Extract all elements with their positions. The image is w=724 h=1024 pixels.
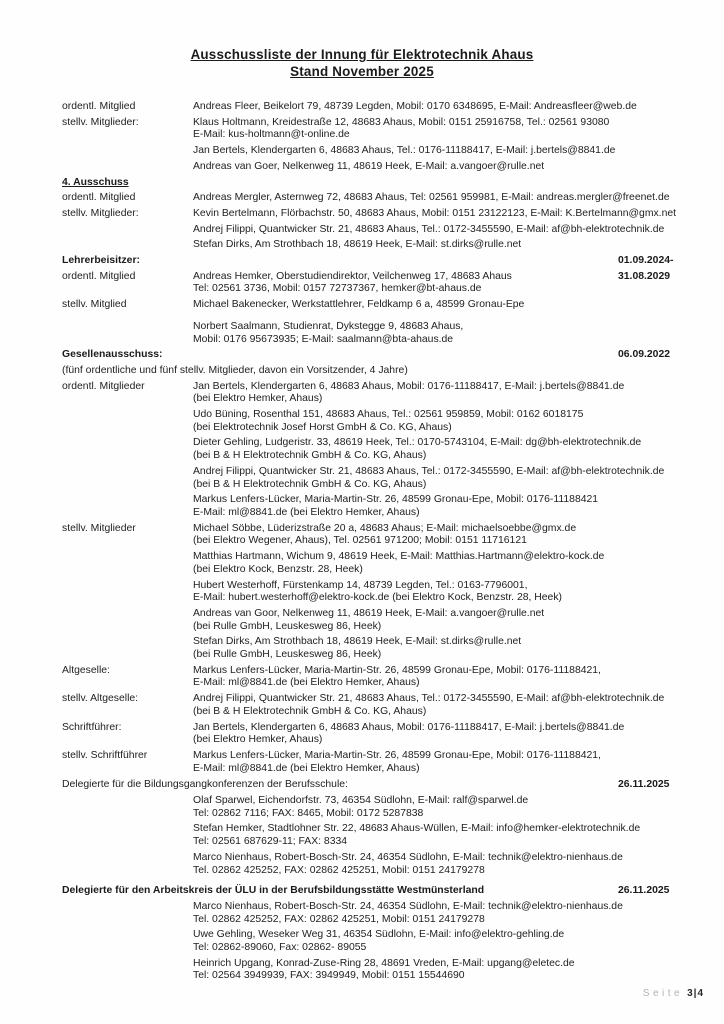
entry-content bbox=[193, 750, 601, 775]
entry-row bbox=[0, 958, 724, 983]
entry-label bbox=[62, 466, 193, 491]
title-line-2: Stand November 2025 bbox=[290, 64, 434, 79]
entry-row bbox=[0, 381, 724, 406]
entry-line: Stefan Dirks, Am Strothbach 18, 48619 Heek, E-Mail: st.dirks@rulle.net bbox=[193, 239, 522, 251]
entry-label bbox=[62, 795, 193, 820]
entry-content bbox=[193, 901, 623, 926]
entry-content bbox=[193, 271, 512, 296]
entry-row bbox=[0, 437, 724, 462]
entry-line: (bei Elektro Hemker, Ahaus) bbox=[193, 734, 323, 746]
entry-line: Andreas Fleer, Beikelort 79, 48739 Legden, Mobil: 0170 6348695, E-Mail: Andreasfleer@web.de bbox=[193, 101, 637, 112]
entry-line: Marco Nienhaus, Robert-Bosch-Str. 24, 46354 Südlohn, E-Mail: technik@elektro-nienhaus.de bbox=[193, 851, 623, 863]
entry-content bbox=[193, 551, 604, 576]
entry-content bbox=[193, 823, 640, 848]
entry-line: Markus Lenfers-Lücker, Maria-Martin-Str. 26, 48599 Gronau-Epe, Mobil: 0176-11188421, bbox=[193, 664, 601, 676]
entry-line: Dieter Gehling, Ludgeristr. 33, 48619 Heek, Tel.: 0170-5743104, E-Mail: dg@bh-elektrotechnik.de bbox=[193, 437, 642, 449]
entry-date: 26.11.2025 bbox=[618, 779, 670, 791]
entry-content bbox=[193, 145, 615, 158]
entry-row bbox=[0, 177, 724, 190]
committee-list bbox=[0, 101, 724, 983]
entry-line: Tel: 02862 7116; FAX: 8465, Mobil: 0172 5287838 bbox=[193, 807, 424, 819]
entry-line: (bei Rulle GmbH, Leuskesweg 86, Heek) bbox=[193, 620, 382, 632]
entry-label: Gesellenausschuss: bbox=[62, 349, 163, 361]
entry-label: Lehrerbeisitzer: bbox=[62, 255, 140, 267]
entry-label: stellv. Schriftführer bbox=[62, 749, 148, 761]
entry-line: Andrej Filippi, Quantwicker Str. 21, 48683 Ahaus, Tel.: 0172-3455590, E-Mail: af@bh-elektrotechnik.de bbox=[193, 223, 665, 235]
entry-label: ordentl. Mitglied bbox=[62, 270, 136, 282]
entry-row bbox=[0, 665, 724, 690]
entry-row bbox=[0, 239, 724, 252]
entry-label bbox=[62, 551, 193, 576]
entry-line: Andrej Filippi, Quantwicker Str. 21, 48683 Ahaus, Tel.: 0172-3455590, E-Mail: af@bh-elektrotechnik.de bbox=[193, 465, 665, 477]
entry-content bbox=[193, 321, 463, 346]
entry-content bbox=[193, 409, 583, 434]
entry-label: Schriftführer: bbox=[62, 721, 122, 733]
entry-content bbox=[193, 192, 670, 205]
entry-date: 26.11.2025 bbox=[618, 885, 670, 897]
entry-row bbox=[0, 901, 724, 926]
entry-content bbox=[193, 466, 664, 491]
entry-label: ordentl. Mitglieder bbox=[62, 380, 145, 392]
entry-line: E-Mail: ml@8841.de (bei Elektro Hemker, Ahaus) bbox=[193, 677, 420, 689]
entry-content bbox=[193, 795, 528, 820]
entry-label: stellv. Altgeselle: bbox=[62, 693, 139, 705]
section-heading: (fünf ordentliche und fünf stellv. Mitglieder, davon ein Vorsitzender, 4 Jahre) bbox=[62, 364, 408, 376]
entry-line: Tel. 02862 425252, FAX: 02862 425251, Mobil: 0151 24179278 bbox=[193, 913, 485, 925]
entry-row bbox=[0, 255, 724, 268]
entry-label bbox=[62, 161, 193, 174]
entry-line: Tel. 02862 425252, FAX: 02862 425251, Mobil: 0151 24179278 bbox=[193, 864, 485, 876]
entry-line: Marco Nienhaus, Robert-Bosch-Str. 24, 46354 Südlohn, E-Mail: technik@elektro-nienhaus.de bbox=[193, 900, 623, 912]
entry-content bbox=[193, 665, 601, 690]
entry-label bbox=[62, 636, 193, 661]
entry-line: E-Mail: ml@8841.de (bei Elektro Hemker, Ahaus) bbox=[193, 506, 420, 518]
entry-row bbox=[0, 608, 724, 633]
entry-label bbox=[62, 239, 193, 252]
entry-row bbox=[0, 779, 724, 792]
entry-line: Tel: 02862-89060, Fax: 02862- 89055 bbox=[193, 942, 367, 954]
entry-content bbox=[193, 636, 521, 661]
entry-label bbox=[62, 224, 193, 237]
entry-line: Jan Bertels, Klendergarten 6, 48683 Ahaus, Mobil: 0176-11188417, E-Mail: j.bertels@8841.de bbox=[193, 721, 625, 733]
entry-content bbox=[193, 161, 544, 174]
entry-line: Tel: 02564 3949939, FAX: 3949949, Mobil: 0151 15544690 bbox=[193, 970, 465, 982]
footer-label: Seite bbox=[642, 988, 684, 999]
entry-label: stellv. Mitglieder: bbox=[62, 116, 139, 128]
entry-line: Tel: 02561 3736, Mobil: 0157 72737367, hemker@bt-ahaus.de bbox=[193, 283, 482, 295]
entry-content bbox=[193, 381, 624, 406]
entry-line: Olaf Sparwel, Eichendorfstr. 73, 46354 Südlohn, E-Mail: ralf@sparwel.de bbox=[193, 795, 529, 807]
entry-label bbox=[62, 494, 193, 519]
entry-row bbox=[0, 192, 724, 205]
entry-line: (bei Elektrotechnik Josef Horst GmbH & Co. KG, Ahaus) bbox=[193, 421, 452, 433]
entry-row bbox=[0, 224, 724, 237]
entry-line: (bei Elektro Kock, Benzstr. 28, Heek) bbox=[193, 563, 363, 575]
entry-row bbox=[0, 523, 724, 548]
entry-label: stellv. Mitglieder bbox=[62, 522, 136, 534]
entry-row bbox=[0, 722, 724, 747]
entry-content bbox=[193, 958, 575, 983]
entry-content bbox=[193, 208, 676, 221]
entry-line: (bei Rulle GmbH, Leuskesweg 86, Heek) bbox=[193, 649, 382, 661]
entry-content bbox=[193, 693, 664, 718]
entry-content bbox=[193, 852, 623, 877]
entry-label bbox=[62, 929, 193, 954]
entry-label: stellv. Mitglieder: bbox=[62, 207, 139, 219]
entry-label bbox=[62, 437, 193, 462]
entry-row bbox=[0, 795, 724, 820]
entry-label bbox=[62, 580, 193, 605]
entry-line: (bei B & H Elektrotechnik GmbH & Co. KG, Ahaus) bbox=[193, 450, 427, 462]
entry-content bbox=[193, 494, 598, 519]
entry-line: Kevin Bertelmann, Flörbachstr. 50, 48683 Ahaus, Mobil: 0151 23122123, E-Mail: K.Bertelmann@gmx.net bbox=[193, 207, 677, 219]
entry-line: Stefan Dirks, Am Strothbach 18, 48619 Heek, E-Mail: st.dirks@rulle.net bbox=[193, 636, 522, 648]
entry-row bbox=[0, 494, 724, 519]
entry-row bbox=[0, 161, 724, 174]
entry-label: ordentl. Mitglied bbox=[62, 101, 136, 112]
entry-row bbox=[0, 365, 724, 378]
entry-content bbox=[193, 437, 641, 462]
entry-label: 4. Ausschuss bbox=[62, 176, 129, 188]
entry-line: E-Mail: hubert.westerhoff@elektro-kock.de (bei Elektro Kock, Benzstr. 28, Heek) bbox=[193, 592, 562, 604]
entry-line: (bei Elektro Hemker, Ahaus) bbox=[193, 393, 323, 405]
entry-line: E-Mail: kus-holtmann@t-online.de bbox=[193, 129, 350, 141]
entry-line: Hubert Westerhoff, Fürstenkamp 14, 48739 Legden, Tel.: 0163-7796001, bbox=[193, 579, 528, 591]
entry-content bbox=[193, 722, 624, 747]
section-heading: Delegierte für den Arbeitskreis der ÜLU in der Berufsbildungsstätte Westmünsterland bbox=[62, 885, 485, 897]
document-title bbox=[0, 0, 724, 80]
entry-row bbox=[0, 117, 724, 142]
entry-line: Andrej Filippi, Quantwicker Str. 21, 48683 Ahaus, Tel.: 0172-3455590, E-Mail: af@bh-elektrotechnik.de bbox=[193, 693, 665, 705]
entry-line: (bei Elektro Wegener, Ahaus), Tel. 02561 971200; Mobil: 0151 11716121 bbox=[193, 535, 527, 547]
entry-line: Heinrich Upgang, Konrad-Zuse-Ring 28, 48691 Vreden, E-Mail: upgang@eletec.de bbox=[193, 957, 575, 969]
entry-line: Andreas van Goor, Nelkenweg 11, 48619 Heek, E-Mail: a.vangoer@rulle.net bbox=[193, 607, 545, 619]
entry-content bbox=[193, 929, 564, 954]
entry-row bbox=[0, 551, 724, 576]
entry-line: Tel: 02561 687629-11; FAX: 8334 bbox=[193, 836, 348, 848]
section-heading: Delegierte für die Bildungsgangkonferenzen der Berufsschule: bbox=[62, 779, 348, 791]
entry-label bbox=[62, 409, 193, 434]
entry-row bbox=[0, 636, 724, 661]
entry-row bbox=[0, 299, 724, 312]
entry-content bbox=[193, 117, 609, 142]
entry-line: Andreas Hemker, Oberstudiendirektor, Veilchenweg 17, 48683 Ahaus bbox=[193, 270, 512, 282]
entry-row bbox=[0, 145, 724, 158]
entry-row bbox=[0, 349, 724, 362]
entry-row bbox=[0, 321, 724, 346]
entry-line: Stefan Hemker, Stadtlohner Str. 22, 48683 Ahaus-Wüllen, E-Mail: info@hemker-elektrotechnik.de bbox=[193, 823, 641, 835]
entry-row bbox=[0, 885, 724, 898]
entry-line: Andreas van Goer, Nelkenweg 11, 48619 Heek, E-Mail: a.vangoer@rulle.net bbox=[193, 160, 545, 172]
entry-label: stellv. Mitglied bbox=[62, 299, 127, 311]
entry-line: Michael Bakenecker, Werkstattlehrer, Feldkamp 6 a, 48599 Gronau-Epe bbox=[193, 299, 525, 311]
entry-line: E-Mail: ml@8841.de (bei Elektro Hemker, Ahaus) bbox=[193, 762, 420, 774]
entry-label bbox=[62, 145, 193, 158]
title-line-1: Ausschussliste der Innung für Elektrotechnik Ahaus bbox=[190, 47, 534, 62]
entry-row bbox=[0, 750, 724, 775]
entry-label bbox=[62, 321, 193, 346]
entry-label bbox=[62, 852, 193, 877]
entry-content bbox=[193, 101, 637, 114]
entry-row bbox=[0, 101, 724, 114]
entry-row bbox=[0, 208, 724, 221]
entry-label: Altgeselle: bbox=[62, 664, 110, 676]
entry-line: Markus Lenfers-Lücker, Maria-Martin-Str. 26, 48599 Gronau-Epe, Mobil: 0176-11188421, bbox=[193, 749, 601, 761]
entry-line: Matthias Hartmann, Wichum 9, 48619 Heek, E-Mail: Matthias.Hartmann@elektro-kock.de bbox=[193, 551, 605, 563]
entry-line: Mobil: 0176 95673935; E-Mail: saalmann@bta-ahaus.de bbox=[193, 333, 454, 345]
entry-content bbox=[193, 299, 524, 312]
entry-content bbox=[193, 580, 562, 605]
entry-row bbox=[0, 929, 724, 954]
entry-content bbox=[193, 608, 544, 633]
entry-line: Uwe Gehling, Weseker Weg 31, 46354 Südlohn, E-Mail: info@elektro-gehling.de bbox=[193, 929, 565, 941]
entry-row bbox=[0, 466, 724, 491]
page-number: 3|4 bbox=[687, 988, 704, 999]
entry-line: Norbert Saalmann, Studienrat, Dykstegge 9, 48683 Ahaus, bbox=[193, 320, 464, 332]
entry-line: Jan Bertels, Klendergarten 6, 48683 Ahaus, Tel.: 0176-11188417, E-Mail: j.bertels@8841.de bbox=[193, 145, 616, 157]
entry-date: 06.09.2022 bbox=[618, 349, 671, 361]
entry-date: 01.09.2024- bbox=[618, 255, 674, 267]
entry-label: ordentl. Mitglied bbox=[62, 192, 136, 204]
entry-row bbox=[0, 852, 724, 877]
entry-label bbox=[62, 901, 193, 926]
entry-label bbox=[62, 823, 193, 848]
entry-line: Andreas Mergler, Asternweg 72, 48683 Ahaus, Tel: 02561 959981, E-Mail: andreas.mergler@freenet.de bbox=[193, 192, 670, 204]
entry-line: Klaus Holtmann, Kreidestraße 12, 48683 Ahaus, Mobil: 0151 25916758, Tel.: 02561 93080 bbox=[193, 116, 610, 128]
entry-row bbox=[0, 271, 724, 296]
entry-line: Markus Lenfers-Lücker, Maria-Martin-Str. 26, 48599 Gronau-Epe, Mobil: 0176-11188421 bbox=[193, 494, 599, 506]
entry-row bbox=[0, 580, 724, 605]
entry-line: (bei B & H Elektrotechnik GmbH & Co. KG, Ahaus) bbox=[193, 705, 427, 717]
entry-content bbox=[193, 224, 664, 237]
entry-content bbox=[193, 523, 576, 548]
entry-row bbox=[0, 693, 724, 718]
entry-line: Udo Büning, Rosenthal 151, 48683 Ahaus, Tel.: 02561 959859, Mobil: 0162 6018175 bbox=[193, 409, 584, 421]
entry-row bbox=[0, 823, 724, 848]
page-footer bbox=[643, 988, 704, 999]
entry-date: 31.08.2029 bbox=[618, 270, 671, 282]
entry-row bbox=[0, 409, 724, 434]
entry-label bbox=[62, 608, 193, 633]
entry-line: Jan Bertels, Klendergarten 6, 48683 Ahaus, Mobil: 0176-11188417, E-Mail: j.bertels@8841.de bbox=[193, 380, 625, 392]
entry-line: Michael Söbbe, Lüderizstraße 20 a, 48683 Ahaus; E-Mail: michaelsoebbe@gmx.de bbox=[193, 522, 577, 534]
entry-content bbox=[193, 239, 521, 252]
entry-line: (bei B & H Elektrotechnik GmbH & Co. KG, Ahaus) bbox=[193, 478, 427, 490]
entry-label bbox=[62, 958, 193, 983]
